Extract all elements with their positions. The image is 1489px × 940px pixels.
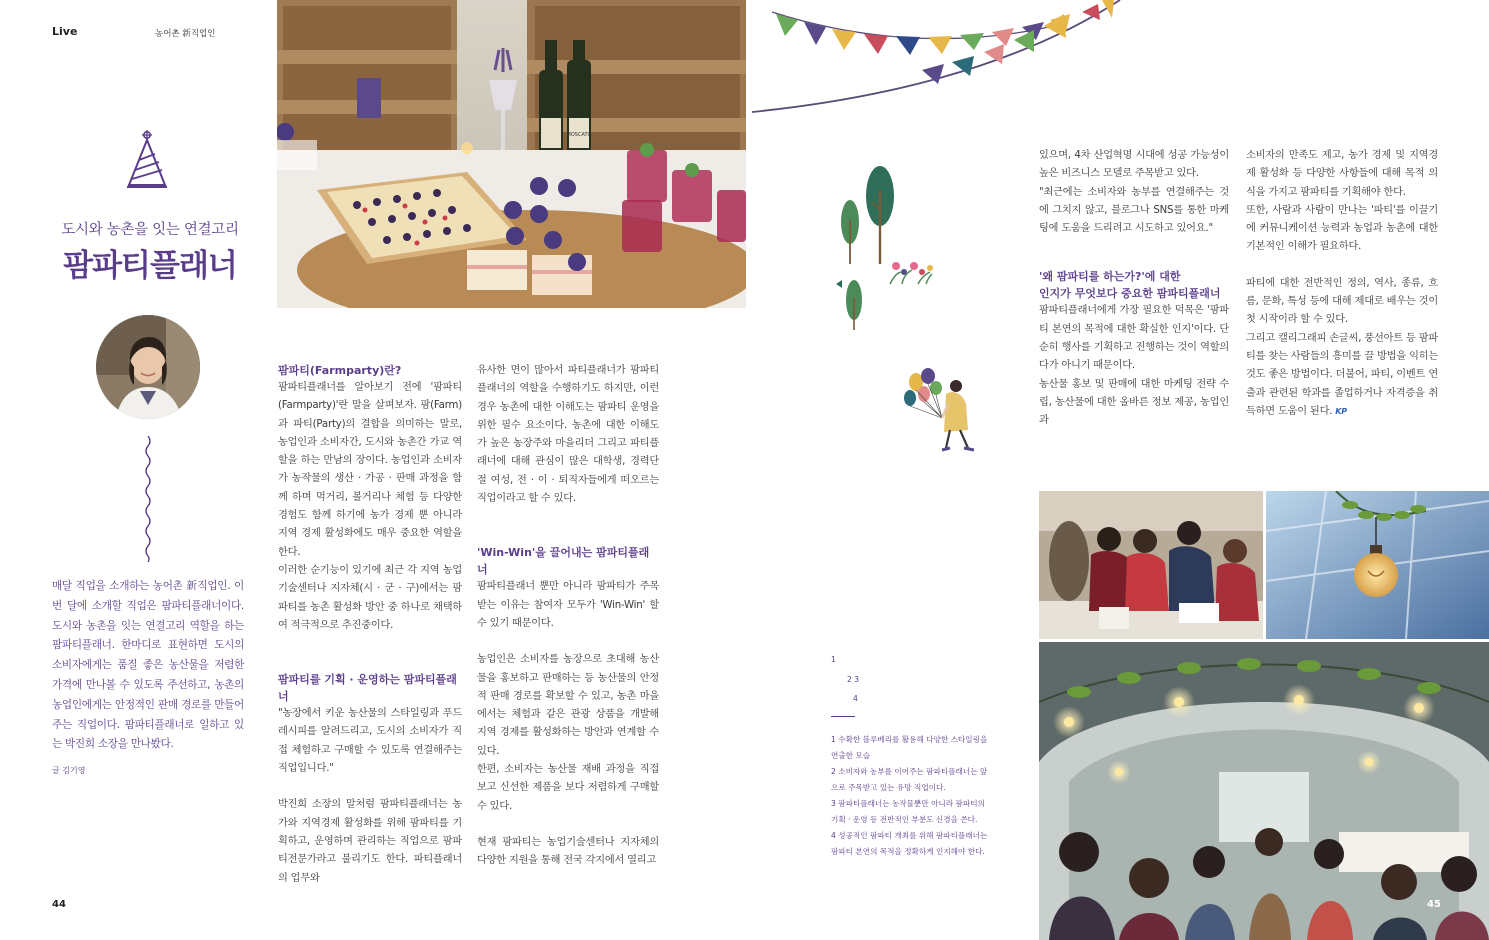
paragraph: 유사한 면이 많아서 파티플래너가 팜파티 플래너의 역할을 수행하기도 하지만, 이런 경우 농촌에 대한 이해도는 팜파티 운영을 위한 필수 요소이다. 농촌에 대한 이해도가 높은 농장주와 마을리더 그리고 파티플래너에 대해 관심이 많은 대학생, 경력단절 여성, 전 · 이 · 퇴직자들에게 떠오르는 직업이라고 할 수 있다. xyxy=(477,365,659,505)
bottle-label: MOSCATO xyxy=(566,132,592,138)
article-column-2 xyxy=(477,362,659,871)
party-hat-icon xyxy=(124,130,170,190)
girl-with-balloons-illustration xyxy=(902,368,982,454)
paragraph: 파티에 대한 전반적인 정의, 역사, 종류, 흐름, 문화, 특성 등에 대해 제대로 배우는 것이 첫 시작이라 할 수 있다. xyxy=(1246,277,1438,326)
end-mark: KP xyxy=(1335,406,1347,416)
caption-number-4: 4 xyxy=(853,694,858,703)
paragraph: 현재 팜파티는 농업기술센터나 지자체의 다양한 지원을 통해 전국 각지에서 열리고 xyxy=(477,836,659,867)
heading-win-win: 'Win-Win'을 끌어내는 팜파티플래너 xyxy=(477,546,650,577)
paragraph: 한편, 소비자는 농산물 재배 과정을 직접 보고 신선한 제품을 보다 저렴하게 구매할 수 있다. xyxy=(477,764,659,812)
paragraph: 농산물 홍보 및 판매에 대한 마케팅 전략 수립, 농산물에 대한 올바른 정보 제공, 농업인과 xyxy=(1039,378,1229,427)
caption-item: 4 성공적인 팜파티 개최를 위해 팜파티플래너는 팜파티 본연의 목적을 정확하게 인지해야 한다. xyxy=(831,831,988,856)
article-subtitle: 도시와 농촌을 잇는 연결고리 xyxy=(61,222,239,238)
trees-illustration xyxy=(826,160,946,335)
article-column-3 xyxy=(1039,147,1229,431)
page-number-right: 45 xyxy=(1427,899,1441,910)
heading-farmparty: 팜파티(Farmparty)란? xyxy=(278,364,402,377)
quote-paragraph: "농장에서 키운 농산물의 스타일링과 푸드 레시피를 알려드리고, 도시의 소비자가 직접 체험하고 구매할 수 있도록 연결해주는 직업입니다." xyxy=(278,708,462,775)
caption-number-2-3: 2 3 xyxy=(847,675,860,684)
paragraph: 있으며, 4차 산업혁명 시대에 성공 가능성이 높은 비즈니스 모델로 주목받고 있다. xyxy=(1039,150,1229,180)
caption-item: 3 팜파티플래너는 농작물뿐만 아니라 팜파티의 기획 · 운영 등 전반적인 부분도 신경을 쓴다. xyxy=(831,799,985,824)
quote-paragraph: "최근에는 소비자와 농부를 연결해주는 것에 그치지 않고, 블로그나 SNS를 통한 마케팅에 도움을 드리려고 시도하고 있어요." xyxy=(1039,186,1229,235)
paragraph: 팜파티플래너에게 가장 필요한 덕목은 '팜파티 본연의 목적에 대한 확실한 인지'이다. 단순히 행사를 기획하고 진행하는 것이 역할의 다가 아니기 때문이다. xyxy=(1039,305,1229,372)
portrait-photo xyxy=(96,315,200,419)
photo-1-blueberry-styling xyxy=(277,0,746,308)
wavy-divider xyxy=(140,436,156,562)
caption-number-1: 1 xyxy=(831,655,836,664)
header-series-label: 농어촌 新직업인 xyxy=(155,29,216,39)
header-section-label: Live xyxy=(52,25,78,38)
paragraph: 농업인은 소비자를 농장으로 초대해 농산물을 홍보하고 판매하는 등 농산물의 안정적 판매 경로를 확보할 수 있고, 농촌 마을에서는 체험과 같은 관광 상품을 개발해 지역 경제를 활성화하는 방안과 연계할 수 있다. xyxy=(477,654,659,757)
paragraph: 소비자의 만족도 제고, 농가 경제 및 지역경제 활성화 등 다양한 사항들에 대해 목적 의식을 가지고 팜파티를 기획해야 한다. xyxy=(1246,150,1438,198)
article-column-4 xyxy=(1246,147,1438,421)
author-credit: 글 김기영 xyxy=(52,766,86,775)
photo-4-greenhouse-party xyxy=(1039,642,1489,940)
article-title: 팜파티플래너 xyxy=(63,248,237,284)
page-number-left: 44 xyxy=(52,899,66,910)
paragraph: 팜파티플래너를 알아보기 전에 '팜파티(Farmparty)'란 말을 살펴보자. 팜(Farm)과 파티(Party)의 결합을 의미하는 말로, 농업인과 소비자간, 도시와 농촌간 가교 역할을 하는 만남의 장이다. 농업인과 소비자가 농작물의 생산 · 가공 · 판매 과정을 함께 하며 먹거리, 볼거리나 체험 등 다양한 경험도 함께 하기에 농가 경제 뿐 아니라 지역 경제 활성화에도 매우 중요한 역할을 한다. xyxy=(278,382,462,558)
heading-planner-role: 팜파티를 기획 · 운영하는 팜파티플래너 xyxy=(278,673,457,704)
photo-2-participants xyxy=(1039,491,1263,639)
intro-paragraph: 매달 직업을 소개하는 농어촌 新직업인. 이번 달에 소개할 직업은 팜파티플래너이다. 도시와 농촌을 잇는 연결고리 역할을 하는 팜파티플래너. 한마디로 표현하면 도시의 소비자에게는 품질 좋은 농산물을 저렴한 가격에 만나볼 수 있도록 주선하고, 농촌의 농업인에게는 안정적인 판매 경로를 만들어 주는 직업이다. 팜파티플래너로 일하고 있는 박진희 소장을 만나봤다. xyxy=(52,580,244,751)
paragraph: 또한, 사람과 사람이 만나는 '파티'를 이끌기에 커뮤니케이션 능력과 농업과 농촌에 대한 기본적인 이해가 필요하다. xyxy=(1246,204,1438,253)
caption-divider xyxy=(831,716,855,717)
heading-awareness: 인지가 무엇보다 중요한 팜파티플래너 xyxy=(1039,287,1221,301)
caption-item: 1 수확한 블루베리를 활용해 다양한 스타일링을 연출한 모습 xyxy=(831,735,988,760)
caption-item: 2 소비자와 농부를 이어주는 팜파티플래너는 앞으로 주목받고 있는 유망 직업이다. xyxy=(831,767,988,792)
article-column-1 xyxy=(278,362,462,888)
paragraph: 팜파티플래너 뿐만 아니라 팜파티가 주목받는 이유는 참여자 모두가 'Win-Win' 할 수 있기 때문이다. xyxy=(477,581,659,629)
photo-3-light-bulb xyxy=(1266,491,1489,639)
paragraph: 그리고 캘리그래피 손글씨, 풍선아트 등 팜파티를 찾는 사람들의 흥미를 끌 방법을 익히는 것도 좋은 방법이다. 더불어, 파티, 이벤트 연출과 관련된 학과를 졸업하거나 자격증을 취득하면 도움이 된다. KP xyxy=(1246,332,1438,417)
caption-list xyxy=(831,732,991,860)
bunting-decoration xyxy=(752,0,1127,116)
heading-why-farmparty: '왜 팜파티를 하는가?'에 대한 xyxy=(1039,270,1181,284)
paragraph: 박진희 소장의 말처럼 팜파티플래너는 농가와 지역경제 활성화를 위해 팜파티를 기획하고, 운영하며 관리하는 직업으로 팜파티전문가라고 불리기도 한다. 파티플래너의 업무와 xyxy=(278,799,462,884)
paragraph: 이러한 순기능이 있기에 최근 각 지역 농업기술센터나 지자체(시 · 군 · 구)에서는 팜파티를 농촌 활성화 방안 중 하나로 채택하여 적극적으로 추진중이다. xyxy=(278,564,462,631)
